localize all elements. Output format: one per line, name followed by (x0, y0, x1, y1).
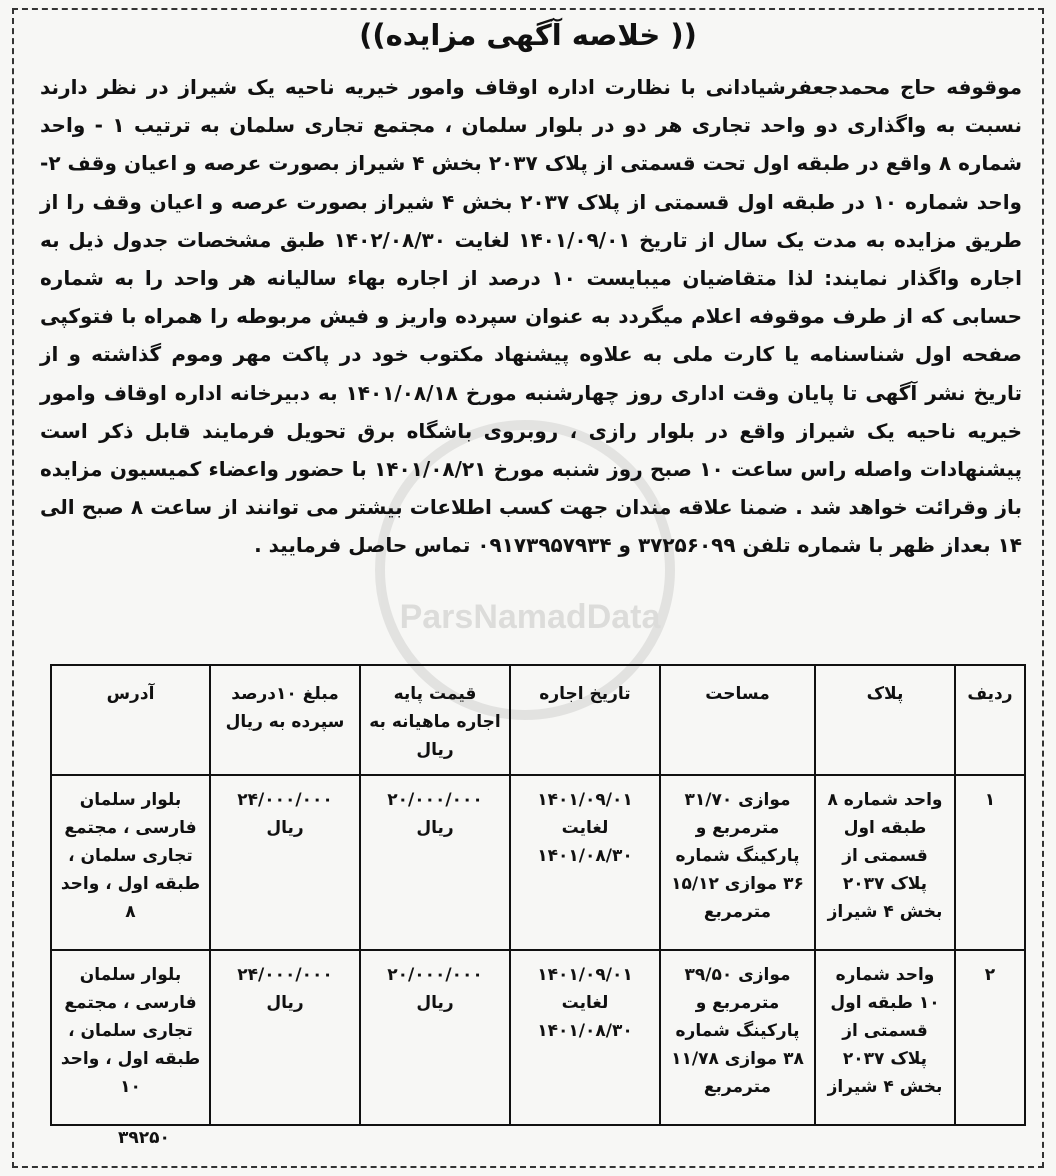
cell-address: بلوار سلمان فارسی ، مجتمع تجاری سلمان ، طبقه اول ، واحد ۱۰ (51, 950, 210, 1125)
notice-title: (( خلاصه آگهی مزایده)) (359, 18, 697, 52)
cell-address: بلوار سلمان فارسی ، مجتمع تجاری سلمان ، طبقه اول ، واحد ۸ (51, 775, 210, 950)
units-table (50, 664, 1026, 1126)
cell-plaque: واحد شماره ۸ طبقه اول قسمتی از پلاک ۲۰۳۷ بخش ۴ شیراز (815, 775, 955, 950)
header-deposit: مبلغ ۱۰درصد سپرده به ریال (210, 665, 360, 775)
ad-code: ۳۹۲۵۰ (118, 1128, 170, 1148)
cell-deposit: ۲۴/۰۰۰/۰۰۰ ریال (210, 775, 360, 950)
table-row (51, 950, 1025, 1125)
header-base-price: قیمت پایه اجاره ماهیانه به ریال (360, 665, 510, 775)
header-plaque: پلاک (815, 665, 955, 775)
header-lease-date: تاریخ اجاره (510, 665, 660, 775)
cell-deposit: ۲۴/۰۰۰/۰۰۰ ریال (210, 950, 360, 1125)
header-address: آدرس (51, 665, 210, 775)
cell-lease-date: ۱۴۰۱/۰۹/۰۱ لغایت ۱۴۰۱/۰۸/۳۰ (510, 775, 660, 950)
cell-area: موازی ۳۱/۷۰ مترمربع و پارکینگ شماره ۳۶ موازی ۱۵/۱۲ مترمربع (660, 775, 815, 950)
cell-area: موازی ۳۹/۵۰ مترمربع و پارکینگ شماره ۳۸ موازی ۱۱/۷۸ مترمربع (660, 950, 815, 1125)
header-row-number: ردیف (955, 665, 1025, 775)
cell-row-number: ۱ (955, 775, 1025, 950)
cell-plaque: واحد شماره ۱۰ طبقه اول قسمتی از پلاک ۲۰۳۷ بخش ۴ شیراز (815, 950, 955, 1125)
watermark-text: ParsNamadData (399, 598, 661, 636)
notice-body: موقوفه حاج محمدجعفرشیادانی با نظارت اداره اوقاف وامور خیریه ناحیه یک شیراز در نظر دارند نسبت به واگذاری دو واحد تجاری هر دو در بلوار سلمان ، مجتمع تجاری سلمان به ترتیب ۱ - واحد شماره ۸ واقع در طبقه اول تحت قسمتی از پلاک ۲۰۳۷ بخش ۴ شیراز بصورت عرصه و اعیان وقف ۲- واحد شماره ۱۰ در طبقه اول قسمتی از پلاک ۲۰۳۷ بخش ۴ شیراز بصورت عرصه و اعیان وقف را از طریق مزایده به مدت یک سال از تاریخ ۱۴۰۱/۰۹/۰۱ لغایت ۱۴۰۲/۰۸/۳۰ طبق مشخصات جدول ذیل به اجاره واگذار نمایند: لذا متقاضیان میبایست ۱۰ درصد از اجاره بهاء سالیانه هر واحد را به شماره حسابی که از طرف موقوفه اعلام میگردد به عنوان سپرده واریز و فیش مربوطه را همراه با فتوکپی صفحه اول شناسنامه یا کارت ملی به علاوه پیشنهاد مکتوب خود در پاکت مهر وموم گذاشته و از تاریخ نشر آگهی تا پایان وقت اداری روز چهارشنبه مورخ ۱۴۰۱/۰۸/۱۸ به دبیرخانه اداره اوقاف وامور خیریه ناحیه یک شیراز واقع در بلوار رازی ، روبروی باشگاه برق تحویل فرمایند قابل ذکر است پیشنهادات واصله راس ساعت ۱۰ صبح روز شنبه مورخ ۱۴۰۱/۰۸/۲۱ با حضور واعضاء کمیسیون مزایده باز وقرائت خواهد شد . ضمنا علاقه مندان جهت کسب اطلاعات بیشتر می توانند از ساعت ۸ صبح الی ۱۴ بعداز ظهر با شماره تلفن ۳۷۲۵۶۰۹۹ و ۰۹۱۷۳۹۵۷۹۳۴ تماس حاصل فرمایید . (40, 75, 1023, 558)
cell-lease-date: ۱۴۰۱/۰۹/۰۱ لغایت ۱۴۰۱/۰۸/۳۰ (510, 950, 660, 1125)
table-row (51, 775, 1025, 950)
cell-row-number: ۲ (955, 950, 1025, 1125)
cell-base-price: ۲۰/۰۰۰/۰۰۰ ریال (360, 775, 510, 950)
header-area: مساحت (660, 665, 815, 775)
cell-base-price: ۲۰/۰۰۰/۰۰۰ ریال (360, 950, 510, 1125)
table-header-row (51, 665, 1025, 775)
